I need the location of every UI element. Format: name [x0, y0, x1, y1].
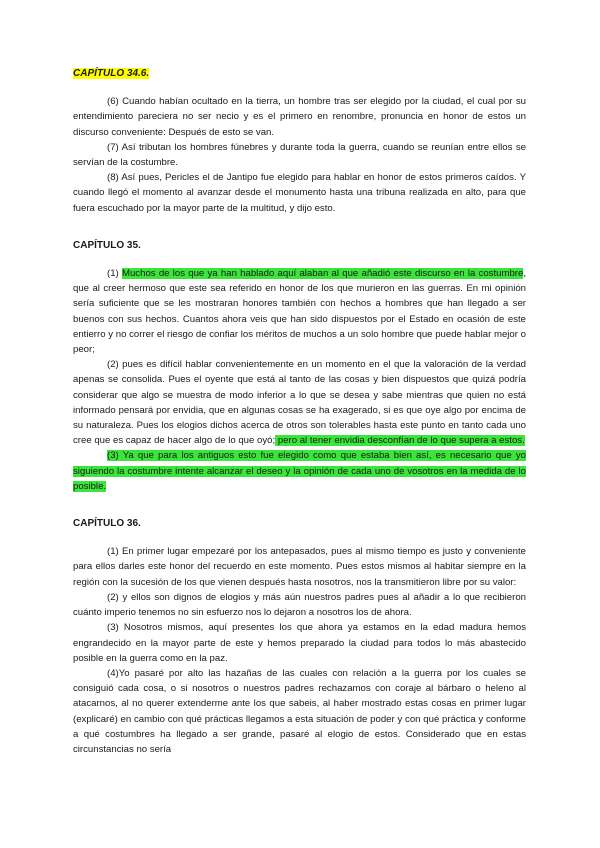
ch35-p2-highlight: pero al tener envidia desconfían de lo que supera a estos.	[275, 435, 525, 447]
spacer	[73, 253, 526, 266]
ch36-paragraph-3: (3) Nosotros mismos, aquí presentes los que ahora ya estamos en la edad madura hemos engrandecido en la mayor parte de este y hemos preparado la ciudad para todos lo más abastecido posible en la guerra como en la paz.	[73, 622, 526, 664]
ch35-p1-number: (1)	[107, 268, 122, 280]
chapter-34-heading	[73, 66, 526, 81]
ch36-paragraph-2: (2) y ellos son dignos de elogios y más aún nuestros padres pues al añadir a lo que recibieron cuánto imperio tenemos no sin esfuerzo nos lo dejaron a nosotros los de ahora.	[73, 591, 526, 619]
ch35-paragraph-2	[73, 357, 526, 448]
ch36-paragraph-4: (4)Yo pasaré por alto las hazañas de las cuales con relación a la guerra por los cuales se consiguió cada cosa, o si nosotros o nuestros padres rechazamos con coraje al bárbaro o heleno al atacarnos, al no querer extenderme ante los que sabeis, al haber mostrado estas cosas en primer lugar (explicaré) en cambio con qué prácticas llegamos a esta situación de poder y con qué práctica y conforme a qué costumbres ha llegado a ser grande, pasaré al elogio de estos. Considerado que en estas circunstancias no sería	[73, 667, 526, 755]
spacer	[73, 531, 526, 544]
ch35-p3-highlight: (3) Ya que para los antiguos esto fue elegido como que estaba bien así, es necesario que yo siguiendo la costumbre intente alcanzar el deseo y la opinión de cada uno de vosotros en la medida de lo posible.	[73, 450, 526, 492]
spacer	[73, 81, 526, 94]
ch35-paragraph-3	[73, 448, 526, 494]
ch35-paragraph-1	[73, 266, 526, 357]
document-page	[73, 66, 526, 757]
chapter-34-title: CAPÍTULO 34.6.	[73, 68, 150, 79]
ch35-p1-rest: , que al creer hermoso que este sea referido en honor de los que murieron en las guerras. En mi opinión sería suficiente que se les mostraran honores también con hechos a hombres que han llegado a ser buenos con sus hechos. Cuantos ahora veis que han sido dispuestos por el Estado en ocasión de este entierro y no correr el riesgo de confiar los méritos de muchos a un solo hombre que puede hablar mejor o peor;	[73, 268, 527, 356]
ch34-paragraph-6: (6) Cuando habían ocultado en la tierra, un hombre tras ser elegido por la ciudad, el cual por su entendimiento pareciera no ser necio y es el primero en renombre, pronuncia en honor de estos un discurso conveniente: Después de esto se van.	[73, 96, 526, 138]
chapter-36-heading: CAPÍTULO 36.	[73, 518, 141, 530]
ch35-p1-highlight: Muchos de los que ya han hablado aquí alaban al que añadió este discurso en la costumbre	[121, 268, 524, 280]
chapter-35-heading: CAPÍTULO 35.	[73, 239, 141, 251]
ch34-paragraph-8: (8) Así pues, Pericles el de Jantipo fue elegido para hablar en honor de estos primeros caídos. Y cuando llegó el momento al avanzar desde el monumento hasta una tribuna realizada en alto, para que fuera escuchado por la mayor parte de la multitud, y dijo esto.	[73, 172, 526, 214]
ch34-paragraph-7: (7) Así tributan los hombres fúnebres y durante toda la guerra, cuando se reunían entre ellos se servían de la costumbre.	[73, 141, 526, 169]
ch35-p2-main: (2) pues es difícil hablar convenientemente en un momento en el que la valoración de la verdad apenas se consolida. Pues el oyente que está al tanto de las cosas y bien dispuestos que quizá podría considerar que algo se muestra de modo inferior a lo que se desea y sabe mientras que quien no está informado pensará por envidia, que en algunas cosas se ha exagerado, si es que oye algo por encima de su naturaleza. Pues los elogios dichos acerca de otros son tolerables hasta este punto en tanto cada uno cree que es capaz de hacer algo de lo que oyó;	[73, 359, 526, 447]
ch36-paragraph-1: (1) En primer lugar empezaré por los antepasados, pues al mismo tiempo es justo y conveniente para ellos darles este honor del recuerdo en este momento. Pues estos mismos al habitar siempre en la región con la sucesión de los que vienen después hasta nosotros, nos la transmitieron libre por su valor:	[73, 546, 526, 588]
